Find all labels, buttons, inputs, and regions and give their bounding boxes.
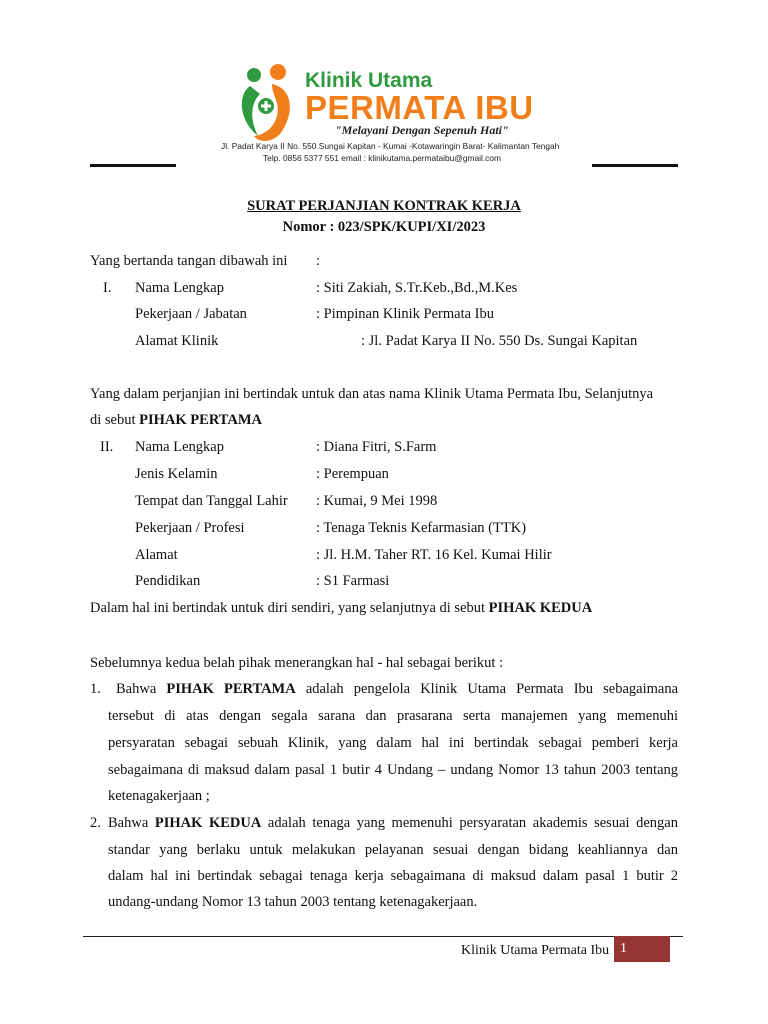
header-rule-left [90, 164, 176, 167]
party1-value-job: : Pimpinan Klinik Permata Ibu [316, 306, 495, 322]
party2-value-address: : Jl. H.M. Taher RT. 16 Kel. Kumai Hilir [316, 547, 552, 563]
recitals-intro: Sebelumnya kedua belah pihak menerangkan hal - hal sebagai berikut : [90, 655, 504, 671]
item1-number: 1. [90, 681, 101, 697]
document-title: SURAT PERJANJIAN KONTRAK KERJA [247, 198, 521, 214]
party2-label-education: Pendidikan [135, 573, 201, 589]
item1-line5: ketenagakerjaan ; [108, 788, 210, 804]
party2-value-birth: : Kumai, 9 Mei 1998 [316, 493, 438, 509]
item2-line4: undang-undang Nomor 13 tahun 2003 tentang ketenagakerjaan. [108, 894, 478, 910]
footer-clinic-name: Klinik Utama Permata Ibu [461, 943, 610, 958]
item1-line1: Bahwa PIHAK PERTAMA adalah pengelola Klinik Utama Permata Ibu sebagaimana [116, 681, 679, 697]
party1-label-address: Alamat Klinik [135, 333, 219, 349]
party1-value-name: : Siti Zakiah, S.Tr.Keb.,Bd.,M.Kes [316, 280, 518, 296]
tagline: "Melayani Dengan Sepenuh Hati" [335, 123, 509, 137]
party2-paragraph: Dalam hal ini bertindak untuk diri sendiri, yang selanjutnya di sebut PIHAK KEDUA [90, 600, 593, 616]
clinic-contact: Telp. 0856 5377 551 email : klinikutama.permataibu@gmail.com [263, 153, 502, 163]
intro-colon: : [316, 253, 321, 269]
party2-label-address: Alamat [135, 547, 178, 563]
party2-label-birth: Tempat dan Tanggal Lahir [135, 493, 288, 509]
party2-value-education: : S1 Farmasi [316, 573, 390, 589]
party1-value-address: : Jl. Padat Karya II No. 550 Ds. Sungai Kapitan [361, 333, 638, 349]
document-number: Nomor : 023/SPK/KUPI/XI/2023 [282, 219, 486, 235]
header-rule-right [592, 164, 678, 167]
party1-label-name: Nama Lengkap [135, 280, 224, 296]
item1-line2: tersebut di atas dengan segala sarana dan prasarana serta manajemen yang memenuhi [108, 708, 678, 724]
item1-line4: sebagaimana di maksud dalam pasal 1 butir 4 Undang – undang Nomor 13 tahun 2003 tentang [108, 762, 678, 778]
party2-value-name: : Diana Fitri, S.Farm [316, 439, 437, 455]
clinic-logo [236, 64, 298, 144]
logo-line2: PERMATA IBU [305, 89, 534, 126]
mother-child-icon [236, 64, 298, 144]
party2-numeral: II. [100, 439, 114, 455]
party2-label-profession: Pekerjaan / Profesi [135, 520, 245, 536]
page-number: 1 [620, 941, 627, 956]
party2-value-gender: : Perempuan [316, 466, 389, 482]
intro-label: Yang bertanda tangan dibawah ini [90, 253, 288, 269]
party1-paragraph-line1: Yang dalam perjanjian ini bertindak untuk dan atas nama Klinik Utama Permata Ibu, Selanjutnya [90, 386, 654, 402]
party1-paragraph-line2: di sebut PIHAK PERTAMA [90, 412, 263, 428]
logo-line1: Klinik Utama [305, 69, 433, 92]
page-number-badge [614, 936, 670, 962]
item2-number: 2. [90, 815, 101, 831]
item1-line3: persyaratan sebagai sebuah Klinik, yang dalam hal ini bertindak sebagai pemberi kerja [108, 735, 678, 751]
pihak-kedua-label: PIHAK KEDUA [488, 600, 593, 616]
party1-label-job: Pekerjaan / Jabatan [135, 306, 247, 322]
party1-numeral: I. [103, 280, 112, 296]
party2-value-profession: : Tenaga Teknis Kefarmasian (TTK) [316, 520, 527, 536]
item2-line3: dalam hal ini bertindak sebagai tenaga kerja sebagaimana di maksud dalam pasal 1 butir 2 [108, 868, 678, 884]
pihak-pertama-label: PIHAK PERTAMA [139, 412, 263, 428]
item2-line2: standar yang berlaku untuk melakukan pelayanan sesuai dengan bidang keahliannya dan [108, 842, 678, 858]
footer-rule [83, 936, 683, 937]
party2-label-name: Nama Lengkap [135, 439, 224, 455]
party2-label-gender: Jenis Kelamin [135, 466, 218, 482]
item2-line1: Bahwa PIHAK KEDUA adalah tenaga yang memenuhi persyaratan akademis sesuai dengan [108, 815, 678, 831]
clinic-address: Jl. Padat Karya II No. 550 Sungai Kapitan - Kumai -Kotawaringin Barat- Kalimantan Tengah [221, 141, 560, 151]
